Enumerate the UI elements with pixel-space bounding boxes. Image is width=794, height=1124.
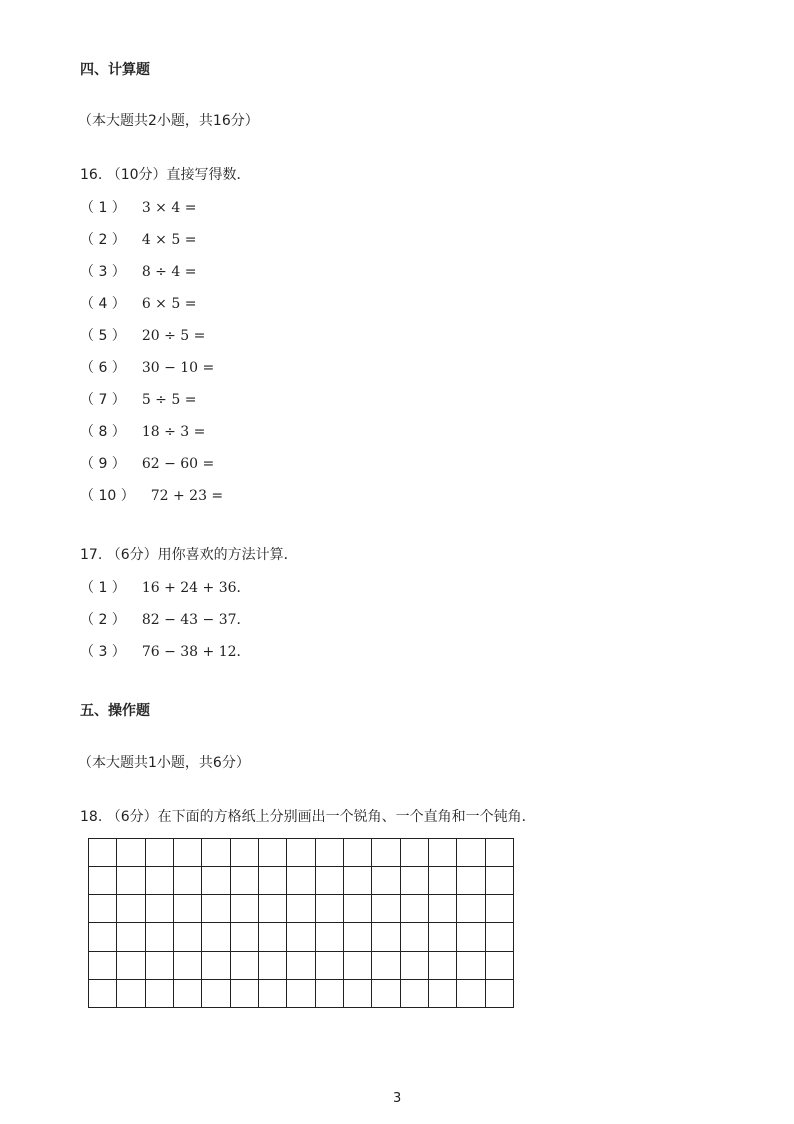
grid-cell xyxy=(485,839,513,867)
item-number: （ 8 ） xyxy=(80,424,126,440)
grid-cell xyxy=(89,979,117,1007)
grid-cell xyxy=(343,923,371,951)
section-4-note: （本大题共2小题，共16分） xyxy=(78,113,259,129)
grid-cell xyxy=(315,923,343,951)
grid-row xyxy=(89,839,514,867)
grid-cell xyxy=(400,951,428,979)
grid-cell xyxy=(173,923,201,951)
grid-paper xyxy=(88,838,514,1008)
question-18-header: 18. （6分）在下面的方格纸上分别画出一个锐角、一个直角和一个钝角． xyxy=(80,809,536,825)
grid-cell xyxy=(173,951,201,979)
grid-row xyxy=(89,979,514,1007)
item-number: （ 7 ） xyxy=(80,392,126,408)
grid-row xyxy=(89,867,514,895)
grid-cell xyxy=(202,979,230,1007)
grid-cell xyxy=(173,839,201,867)
item-number: （ 4 ） xyxy=(80,296,126,312)
item-expression: 5 ÷ 5 = xyxy=(141,392,197,408)
grid-cell xyxy=(230,951,258,979)
item-expression: 76 − 38 + 12． xyxy=(141,644,251,660)
grid-cell xyxy=(258,923,286,951)
grid-cell xyxy=(428,923,456,951)
grid-cell xyxy=(372,895,400,923)
grid-cell xyxy=(258,867,286,895)
grid-cell xyxy=(485,951,513,979)
section-5-title: 五、操作题 xyxy=(80,703,150,719)
grid-cell xyxy=(343,979,371,1007)
grid-cell xyxy=(145,839,173,867)
grid-cell xyxy=(173,867,201,895)
grid-cell xyxy=(315,979,343,1007)
grid-cell xyxy=(89,951,117,979)
grid-cell xyxy=(202,951,230,979)
grid-cell xyxy=(230,979,258,1007)
grid-cell xyxy=(258,895,286,923)
grid-cell xyxy=(372,839,400,867)
grid-cell xyxy=(485,923,513,951)
grid-cell xyxy=(117,923,145,951)
grid-cell xyxy=(117,895,145,923)
grid-cell xyxy=(287,895,315,923)
grid-row xyxy=(89,951,514,979)
q16-item-4 xyxy=(80,293,196,313)
item-expression: 18 ÷ 3 = xyxy=(141,424,206,440)
item-expression: 72 + 23 = xyxy=(150,488,224,504)
grid-cell xyxy=(428,951,456,979)
grid-cell xyxy=(428,979,456,1007)
q17-item-3 xyxy=(80,641,251,661)
grid-cell xyxy=(400,839,428,867)
grid-cell xyxy=(485,867,513,895)
grid-cell xyxy=(145,979,173,1007)
item-number: （ 6 ） xyxy=(80,360,126,376)
q17-item-2 xyxy=(80,609,251,629)
item-number: （ 9 ） xyxy=(80,456,126,472)
grid-cell xyxy=(400,923,428,951)
q16-item-6 xyxy=(80,357,214,377)
page-number: 3 xyxy=(393,1091,402,1106)
grid-cell xyxy=(173,895,201,923)
grid-cell xyxy=(230,923,258,951)
item-expression: 30 − 10 = xyxy=(141,360,215,376)
item-number: （ 2 ） xyxy=(80,232,126,248)
grid-cell xyxy=(372,867,400,895)
grid-cell xyxy=(287,979,315,1007)
q16-item-9 xyxy=(80,453,214,473)
grid-cell xyxy=(457,839,485,867)
item-number: （ 2 ） xyxy=(80,612,126,628)
grid-cell xyxy=(400,979,428,1007)
q16-item-3 xyxy=(80,261,196,281)
grid-cell xyxy=(89,895,117,923)
grid-cell xyxy=(457,979,485,1007)
question-17-header: 17. （6分）用你喜欢的方法计算． xyxy=(80,547,298,563)
grid-cell xyxy=(230,867,258,895)
q16-item-2 xyxy=(80,229,196,249)
item-number: （ 1 ） xyxy=(80,580,126,596)
grid-cell xyxy=(117,867,145,895)
grid-cell xyxy=(230,895,258,923)
grid-cell xyxy=(343,895,371,923)
grid-cell xyxy=(372,923,400,951)
item-expression: 8 ÷ 4 = xyxy=(141,264,197,280)
grid-cell xyxy=(173,979,201,1007)
q16-item-8 xyxy=(80,421,205,441)
grid-cell xyxy=(202,895,230,923)
grid-cell xyxy=(485,979,513,1007)
item-expression: 62 − 60 = xyxy=(141,456,215,472)
grid-cell xyxy=(400,867,428,895)
grid-cell xyxy=(457,951,485,979)
q16-item-5 xyxy=(80,325,205,345)
grid-cell xyxy=(89,923,117,951)
grid-cell xyxy=(287,839,315,867)
section-4-title: 四、计算题 xyxy=(80,62,150,78)
grid-cell xyxy=(145,867,173,895)
grid-cell xyxy=(202,867,230,895)
grid-cell xyxy=(315,895,343,923)
q16-item-7 xyxy=(80,389,196,409)
grid-cell xyxy=(485,895,513,923)
grid-row xyxy=(89,895,514,923)
grid-cell xyxy=(372,951,400,979)
grid-cell xyxy=(89,867,117,895)
grid-cell xyxy=(117,979,145,1007)
q16-item-10 xyxy=(80,485,223,505)
grid-cell xyxy=(343,839,371,867)
grid-cell xyxy=(400,895,428,923)
grid-cell xyxy=(457,895,485,923)
grid-cell xyxy=(315,951,343,979)
grid-cell xyxy=(145,923,173,951)
grid-cell xyxy=(315,867,343,895)
item-expression: 3 × 4 = xyxy=(141,200,197,216)
item-number: （ 1 ） xyxy=(80,200,126,216)
grid-cell xyxy=(428,867,456,895)
section-5-note: （本大题共1小题，共6分） xyxy=(78,755,250,771)
grid-cell xyxy=(343,951,371,979)
item-number: （ 10 ） xyxy=(80,488,135,504)
grid-cell xyxy=(258,951,286,979)
grid-cell xyxy=(428,895,456,923)
q17-item-1 xyxy=(80,577,251,597)
grid-cell xyxy=(457,867,485,895)
item-expression: 20 ÷ 5 = xyxy=(141,328,206,344)
grid-cell xyxy=(457,923,485,951)
grid-cell xyxy=(230,839,258,867)
item-expression: 4 × 5 = xyxy=(141,232,197,248)
grid-cell xyxy=(89,839,117,867)
grid-cell xyxy=(145,951,173,979)
grid-cell xyxy=(343,867,371,895)
item-number: （ 3 ） xyxy=(80,644,126,660)
grid-cell xyxy=(202,839,230,867)
grid-cell xyxy=(117,951,145,979)
grid-cell xyxy=(287,951,315,979)
grid-row xyxy=(89,923,514,951)
q16-item-1 xyxy=(80,197,196,217)
grid-cell xyxy=(145,895,173,923)
grid-cell xyxy=(258,839,286,867)
grid-cell xyxy=(315,839,343,867)
item-number: （ 3 ） xyxy=(80,264,126,280)
grid-cell xyxy=(287,923,315,951)
grid-cell xyxy=(202,923,230,951)
item-expression: 6 × 5 = xyxy=(141,296,197,312)
grid-cell xyxy=(372,979,400,1007)
item-number: （ 5 ） xyxy=(80,328,126,344)
item-expression: 16 + 24 + 36． xyxy=(141,580,251,596)
grid-cell xyxy=(258,979,286,1007)
grid-cell xyxy=(428,839,456,867)
grid-cell xyxy=(287,867,315,895)
grid-cell xyxy=(117,839,145,867)
item-expression: 82 − 43 − 37． xyxy=(141,612,251,628)
question-16-header: 16. （10分）直接写得数． xyxy=(80,167,251,183)
